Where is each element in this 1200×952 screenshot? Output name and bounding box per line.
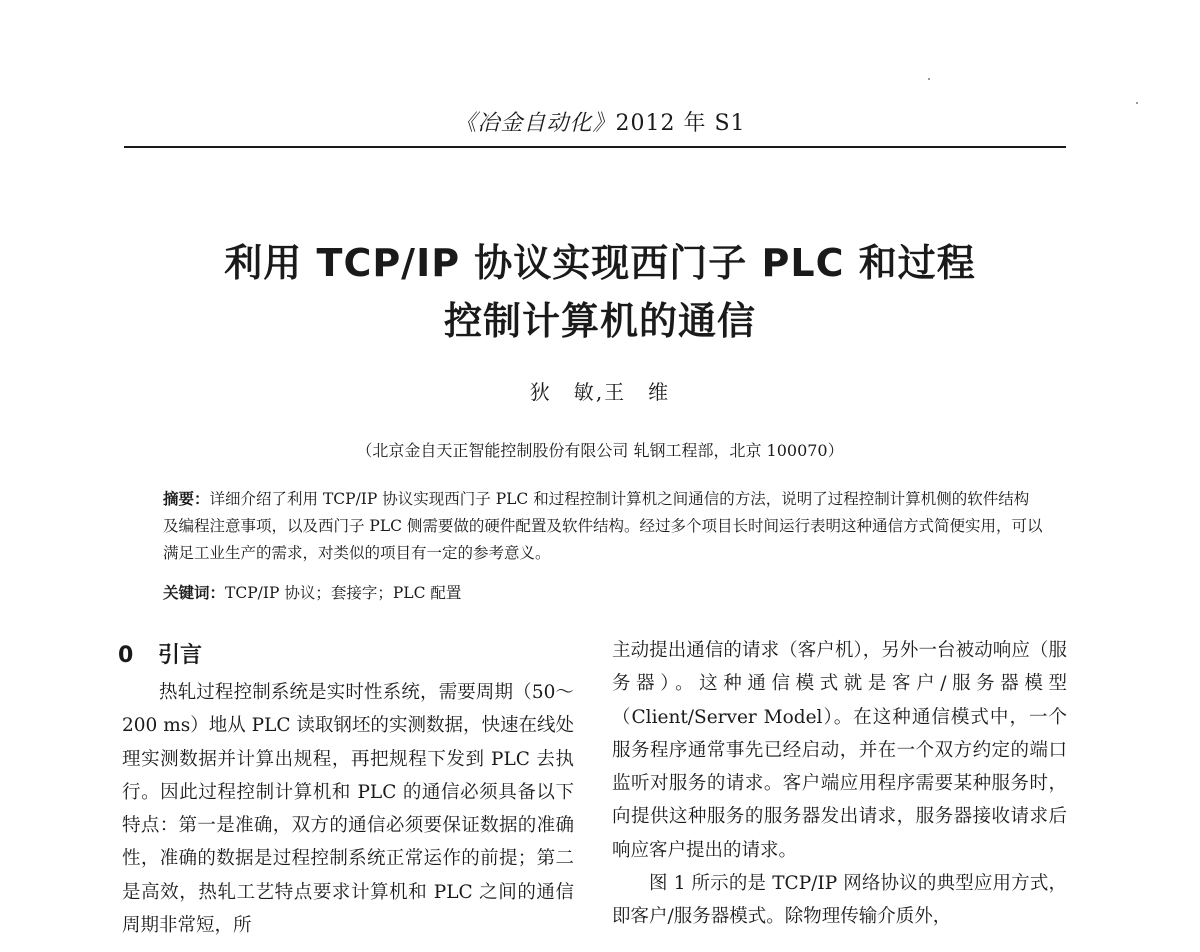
scan-speck [1136,102,1138,104]
author-1: 狄 敏 [529,380,596,404]
body-paragraph: 主动提出通信的请求（客户机），另外一台被动响应（服务器）。这种通信模式就是客户/服务器模型（Client/Server Model）。在这种通信模式中，一个服务程序通常事先已经启动，并在一个双方约定的端口监听对服务的请求。客户端应用程序需要某种服务时，向提供这种服务的服务器发出请求，服务器接收请求后响应客户提出的请求。 [612,640,1067,861]
abstract-text: 详细介绍了利用 TCP/IP 协议实现西门子 PLC 和过程控制计算机之间通信的方法，说明了过程控制计算机侧的软件结构及编程注意事项，以及西门子 PLC 侧需要做的硬件配置及软件结构。经过多个项目长时间运行表明这种通信方式简便实用，可以满足工业生产的需求，对类似的项目有一定的参考意义。 [163,490,1043,562]
title-line-1: 利用 TCP/IP 协议实现西门子 PLC 和过程 [224,241,976,285]
running-header [0,106,1200,137]
keywords [163,580,1043,607]
section-heading [118,638,202,669]
authors: 狄 敏,王 维 [529,380,671,404]
abstract [163,486,1043,567]
author-2: 王 维 [604,380,671,404]
body-paragraph: 图 1 所示的是 TCP/IP 网络协议的典型应用方式，即客户/服务器模式。除物理传输介质外， [612,873,1067,928]
affiliation: （北京金自天正智能控制股份有限公司 轧钢工程部，北京 100070） [356,441,844,460]
paper-title [0,234,1200,350]
title-line-2: 控制计算机的通信 [443,299,756,343]
section-number: 0 [118,643,134,668]
section-title: 引言 [158,643,203,668]
keywords-label: 关键词： [163,584,226,602]
abstract-label: 摘要： [163,490,210,508]
body-left-column [122,676,574,942]
header-rule [124,146,1066,148]
journal-issue: 2012 年 S1 [615,111,746,136]
body-paragraph: 热轧过程控制系统是实时性系统，需要周期（50～200 ms）地从 PLC 读取钢坯的实测数据，快速在线处理实测数据并计算出规程，再把规程下发到 PLC 去执行。因此过程控制计算机和 PLC 的通信必须具备以下特点：第一是准确，双方的通信必须要保证数据的准确性，准确的数据是过程控制系统正常运作的前提；第二是高效，热轧工艺特点要求计算机和 PLC 之间的通信周期非常短，所 [122,682,574,937]
body-right-column [612,634,1067,934]
keywords-text: TCP/IP 协议；套接字；PLC 配置 [225,584,462,602]
scan-speck [928,78,930,80]
journal-name: 《冶金自动化》 [454,111,616,136]
